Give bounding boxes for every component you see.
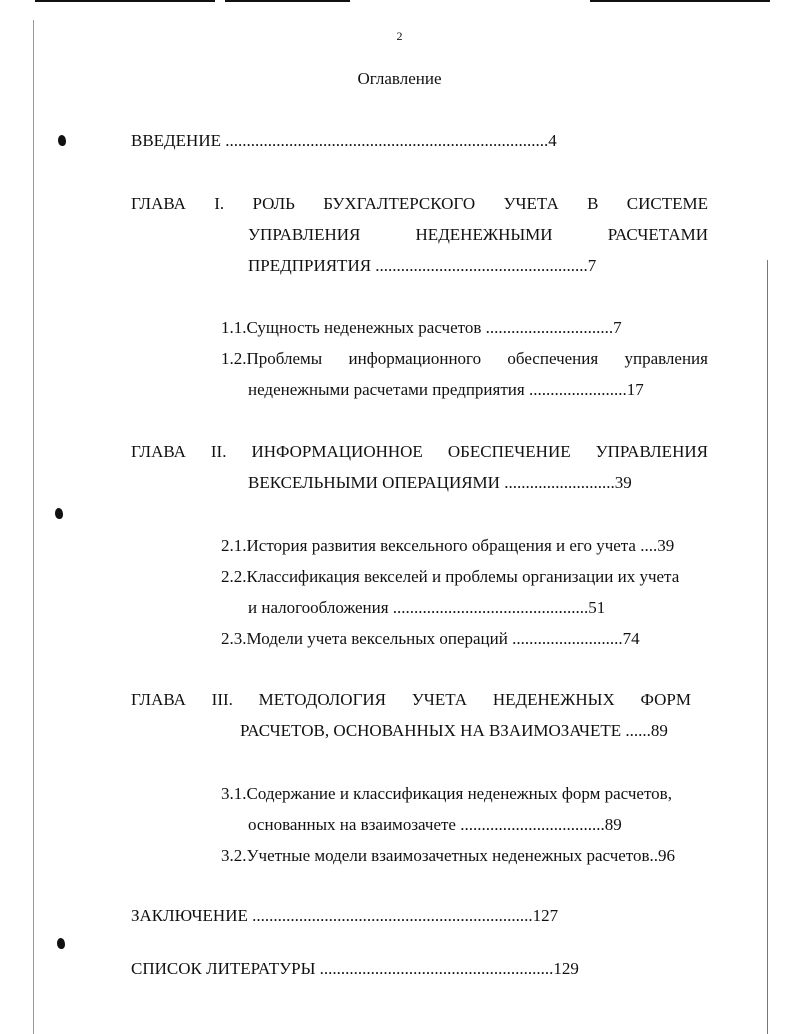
toc-section-2-1: 2.1.История развития вексельного обращения и его учета ....39	[221, 536, 675, 555]
toc-chapter-1-line-3: ПРЕДПРИЯТИЯ ..................................................7	[248, 256, 597, 275]
toc-entry-bibliography: СПИСОК ЛИТЕРАТУРЫ .......................................................129	[131, 959, 579, 978]
word: СИСТЕМЕ	[626, 194, 708, 213]
toc-section-1-1: 1.1.Сущность неденежных расчетов ..............................7	[221, 318, 622, 337]
word: ИНФОРМАЦИОННОЕ	[251, 442, 423, 461]
binding-hole-mark	[57, 938, 65, 949]
word: ГЛАВА	[131, 442, 186, 461]
toc-entry-intro: ВВЕДЕНИЕ ............................................................................4	[131, 131, 557, 150]
word: управления	[624, 349, 708, 368]
toc-section-1-2-line-2: неденежными расчетами предприятия .......................17	[248, 380, 644, 399]
scan-artifact-top-line	[225, 0, 350, 2]
toc-section-3-1-line-1: 3.1.Содержание и классификация неденежных форм расчетов,	[221, 784, 672, 803]
toc-chapter-2-line-1	[131, 442, 708, 462]
word: ГЛАВА	[131, 690, 186, 709]
toc-chapter-2-line-2: ВЕКСЕЛЬНЫМИ ОПЕРАЦИЯМИ ..........................39	[248, 473, 632, 492]
word: II.	[210, 442, 227, 461]
toc-section-3-2: 3.2.Учетные модели взаимозачетных неденежных расчетов..96	[221, 846, 676, 865]
word: НЕДЕНЕЖНЫМИ	[415, 225, 553, 244]
scan-artifact-top-line	[35, 0, 215, 2]
word: ОБЕСПЕЧЕНИЕ	[447, 442, 571, 461]
scan-artifact-left-margin-line	[33, 20, 34, 1034]
word: I.	[214, 194, 225, 213]
word: III.	[211, 690, 233, 709]
word: УПРАВЛЕНИЯ	[595, 442, 708, 461]
word: информационного	[348, 349, 482, 368]
word: УЧЕТА	[411, 690, 468, 709]
word: РОЛЬ	[252, 194, 295, 213]
toc-chapter-1-line-2	[248, 225, 708, 245]
toc-entry-conclusion: ЗАКЛЮЧЕНИЕ ..................................................................127	[131, 906, 559, 925]
word: УПРАВЛЕНИЯ	[248, 225, 361, 244]
toc-section-2-2-line-1: 2.2.Классификация векселей и проблемы организации их учета	[221, 567, 680, 586]
toc-chapter-3-line-2: РАСЧЕТОВ, ОСНОВАННЫХ НА ВЗАИМОЗАЧЕТЕ ......89	[240, 721, 668, 740]
word: МЕТОДОЛОГИЯ	[258, 690, 387, 709]
word: обеспечения	[507, 349, 599, 368]
toc-section-2-3: 2.3.Модели учета вексельных операций ..........................74	[221, 629, 640, 648]
binding-hole-mark	[55, 508, 63, 519]
word: ФОРМ	[640, 690, 691, 709]
word: В	[587, 194, 599, 213]
toc-section-2-2-line-2: и налогообложения ..............................................51	[248, 598, 606, 617]
scan-artifact-top-line	[590, 0, 770, 2]
word: УЧЕТА	[503, 194, 559, 213]
toc-section-1-2-line-1	[221, 349, 708, 369]
word: РАСЧЕТАМИ	[607, 225, 708, 244]
toc-section-3-1-line-2: основанных на взаимозачете ..................................89	[248, 815, 622, 834]
toc-title: Оглавление	[357, 69, 442, 88]
word: НЕДЕНЕЖНЫХ	[492, 690, 615, 709]
binding-hole-mark	[58, 135, 66, 146]
scan-artifact-right-margin-line	[767, 260, 768, 1034]
word: БУХГАЛТЕРСКОГО	[323, 194, 476, 213]
word: ГЛАВА	[131, 194, 186, 213]
page-number: 2	[396, 29, 403, 43]
toc-chapter-1-line-1	[131, 194, 708, 214]
toc-chapter-3-line-1	[131, 690, 691, 710]
word: 1.2.Проблемы	[221, 349, 323, 368]
